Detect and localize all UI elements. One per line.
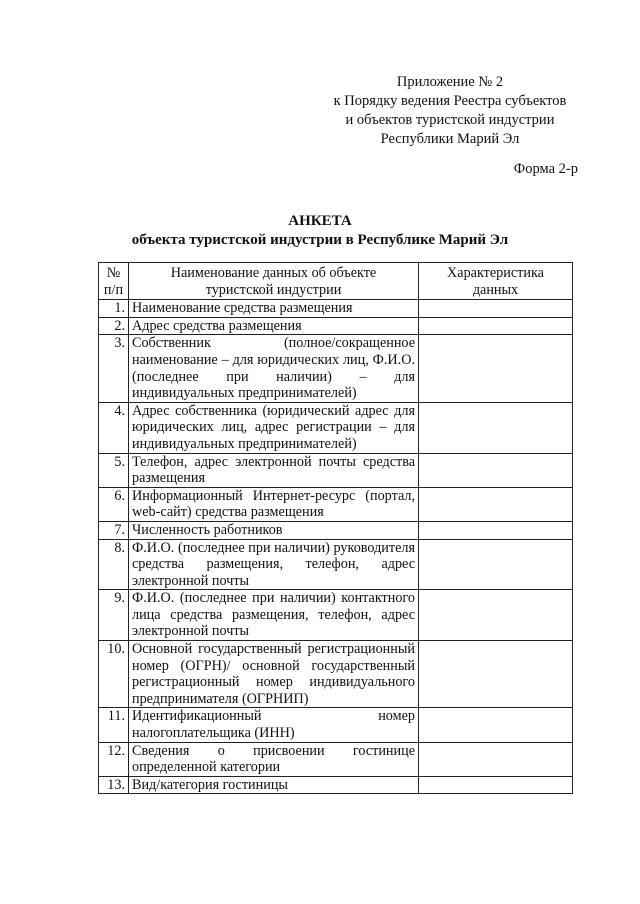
appendix-line: Республики Марий Эл [380, 131, 520, 147]
row-characteristic [419, 776, 573, 794]
row-characteristic [419, 453, 573, 487]
row-characteristic [419, 317, 573, 335]
title-line-1: АНКЕТА [288, 213, 352, 229]
table-row [99, 776, 573, 794]
row-data-name: Информационный Интернет-ресурс (портал, web-сайт) средства размещения [129, 487, 419, 521]
row-number: 7. [99, 521, 129, 539]
header-num: № п/п [99, 263, 129, 300]
appendix-line: и объектов туристской индустрии [345, 112, 555, 128]
header-value: Характеристика данных [419, 263, 573, 300]
row-number: 10. [99, 641, 129, 708]
row-data-name: Идентификационный номер налогоплательщика (ИНН) [129, 708, 419, 742]
table-row [99, 539, 573, 590]
appendix-line: к Порядку ведения Реестра субъектов [333, 93, 567, 109]
row-characteristic [419, 335, 573, 402]
table-row [99, 641, 573, 708]
table-row [99, 317, 573, 335]
row-number: 9. [99, 590, 129, 641]
row-number: 1. [99, 300, 129, 318]
row-data-name: Сведения о присвоении гостинице определенной категории [129, 742, 419, 776]
table-row [99, 453, 573, 487]
row-characteristic [419, 487, 573, 521]
row-data-name: Вид/категория гостиницы [129, 776, 419, 794]
row-data-name: Собственник (полное/сокращенное наименование – для юридических лиц, Ф.И.О. (последнее при наличии) – для индивидуальных предпринимателей) [129, 335, 419, 402]
row-number: 5. [99, 453, 129, 487]
row-characteristic [419, 539, 573, 590]
questionnaire-table [98, 262, 573, 794]
row-data-name: Ф.И.О. (последнее при наличии) руководителя средства размещения, телефон, адрес электронной почты [129, 539, 419, 590]
row-number: 13. [99, 776, 129, 794]
table-row [99, 300, 573, 318]
title-line-2: объекта туристской индустрии в Республике Марий Эл [131, 232, 509, 248]
row-data-name: Телефон, адрес электронной почты средства размещения [129, 453, 419, 487]
header-name: Наименование данных об объекте туристской индустрии [129, 263, 419, 300]
row-data-name: Наименование средства размещения [129, 300, 419, 318]
row-data-name: Ф.И.О. (последнее при наличии) контактного лица средства размещения, телефон, адрес электронной почты [129, 590, 419, 641]
table-row [99, 708, 573, 742]
row-data-name: Численность работников [129, 521, 419, 539]
appendix-block [300, 73, 600, 149]
table-row [99, 742, 573, 776]
document-title [0, 212, 640, 250]
row-number: 2. [99, 317, 129, 335]
row-data-name: Основной государственный регистрационный номер (ОГРН)/ основной государственный регистрационный номер индивидуального предпринимателя (ОГРНИП) [129, 641, 419, 708]
appendix-line: Приложение № 2 [396, 74, 504, 90]
row-characteristic [419, 641, 573, 708]
row-number: 6. [99, 487, 129, 521]
row-number: 8. [99, 539, 129, 590]
table-row [99, 487, 573, 521]
row-characteristic [419, 742, 573, 776]
row-data-name: Адрес средства размещения [129, 317, 419, 335]
row-number: 4. [99, 402, 129, 453]
table-header-row [99, 263, 573, 300]
row-characteristic [419, 521, 573, 539]
row-characteristic [419, 402, 573, 453]
table-row [99, 402, 573, 453]
row-characteristic [419, 708, 573, 742]
row-characteristic [419, 300, 573, 318]
row-data-name: Адрес собственника (юридический адрес для юридических лиц, адрес регистрации – для индивидуальных предпринимателей) [129, 402, 419, 453]
row-number: 3. [99, 335, 129, 402]
row-number: 12. [99, 742, 129, 776]
table-row [99, 590, 573, 641]
table-row [99, 521, 573, 539]
table-row [99, 335, 573, 402]
row-number: 11. [99, 708, 129, 742]
form-number: Форма 2-р [513, 161, 578, 177]
row-characteristic [419, 590, 573, 641]
